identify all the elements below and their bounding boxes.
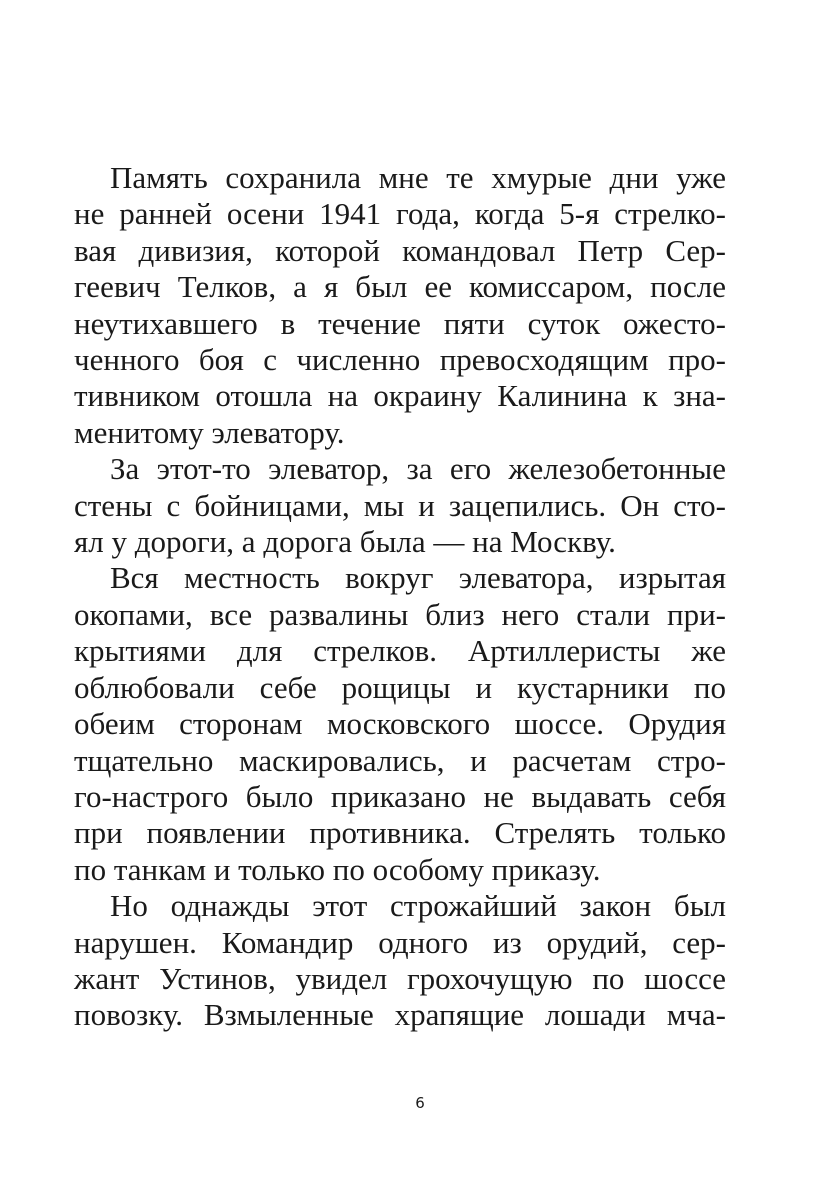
text-line: тщательно маскировались, и расчетам стро-	[74, 742, 726, 778]
text-line: вая дивизия, которой командовал Петр Сер-	[74, 232, 726, 268]
text-line: неутихавшего в течение пяти суток ожесто-	[74, 305, 726, 341]
paragraph	[74, 451, 726, 560]
text-line: го-настрого было приказано не выдавать себя	[74, 778, 726, 814]
text-line: обеим сторонам московского шоссе. Орудия	[74, 706, 726, 742]
text-line: крытиями для стрелков. Артиллеристы же	[74, 633, 726, 669]
paragraph	[74, 160, 726, 451]
text-line: За этот-то элеватор, за его железобетонные	[110, 451, 726, 487]
text-line: ял у дороги, а дорога была — на Москву.	[74, 524, 616, 560]
text-line: не ранней осени 1941 года, когда 5-я стрелко-	[74, 196, 726, 232]
body-text	[74, 160, 726, 1034]
text-line: геевич Телков, а я был ее комиссаром, после	[74, 269, 726, 305]
paragraph	[74, 888, 726, 1034]
text-line: окопами, все развалины близ него стали при-	[74, 596, 726, 632]
text-line: нарушен. Командир одного из орудий, сер-	[74, 924, 726, 960]
text-line: тивником отошла на окраину Калинина к зна-	[74, 378, 726, 414]
paragraph	[74, 560, 726, 888]
text-line: ченного боя с численно превосходящим про-	[74, 342, 726, 378]
text-line: по танкам и только по особому приказу.	[74, 851, 601, 887]
page-number: 6	[415, 1094, 425, 1112]
text-line: облюбовали себе рощицы и кустарники по	[74, 669, 726, 705]
text-line: жант Устинов, увидел грохочущую по шоссе	[74, 960, 726, 996]
text-line: Память сохранила мне те хмурые дни уже	[110, 160, 726, 195]
text-line: повозку. Взмыленные храпящие лошади мча-	[74, 997, 726, 1033]
text-line: менитому элеватору.	[74, 414, 345, 450]
text-line: Но однажды этот строжайший закон был	[110, 888, 726, 924]
text-line: при появлении противника. Стрелять только	[74, 815, 726, 851]
text-line: стены с бойницами, мы и зацепились. Он сто-	[74, 487, 726, 523]
text-line: Вся местность вокруг элеватора, изрытая	[110, 560, 726, 596]
